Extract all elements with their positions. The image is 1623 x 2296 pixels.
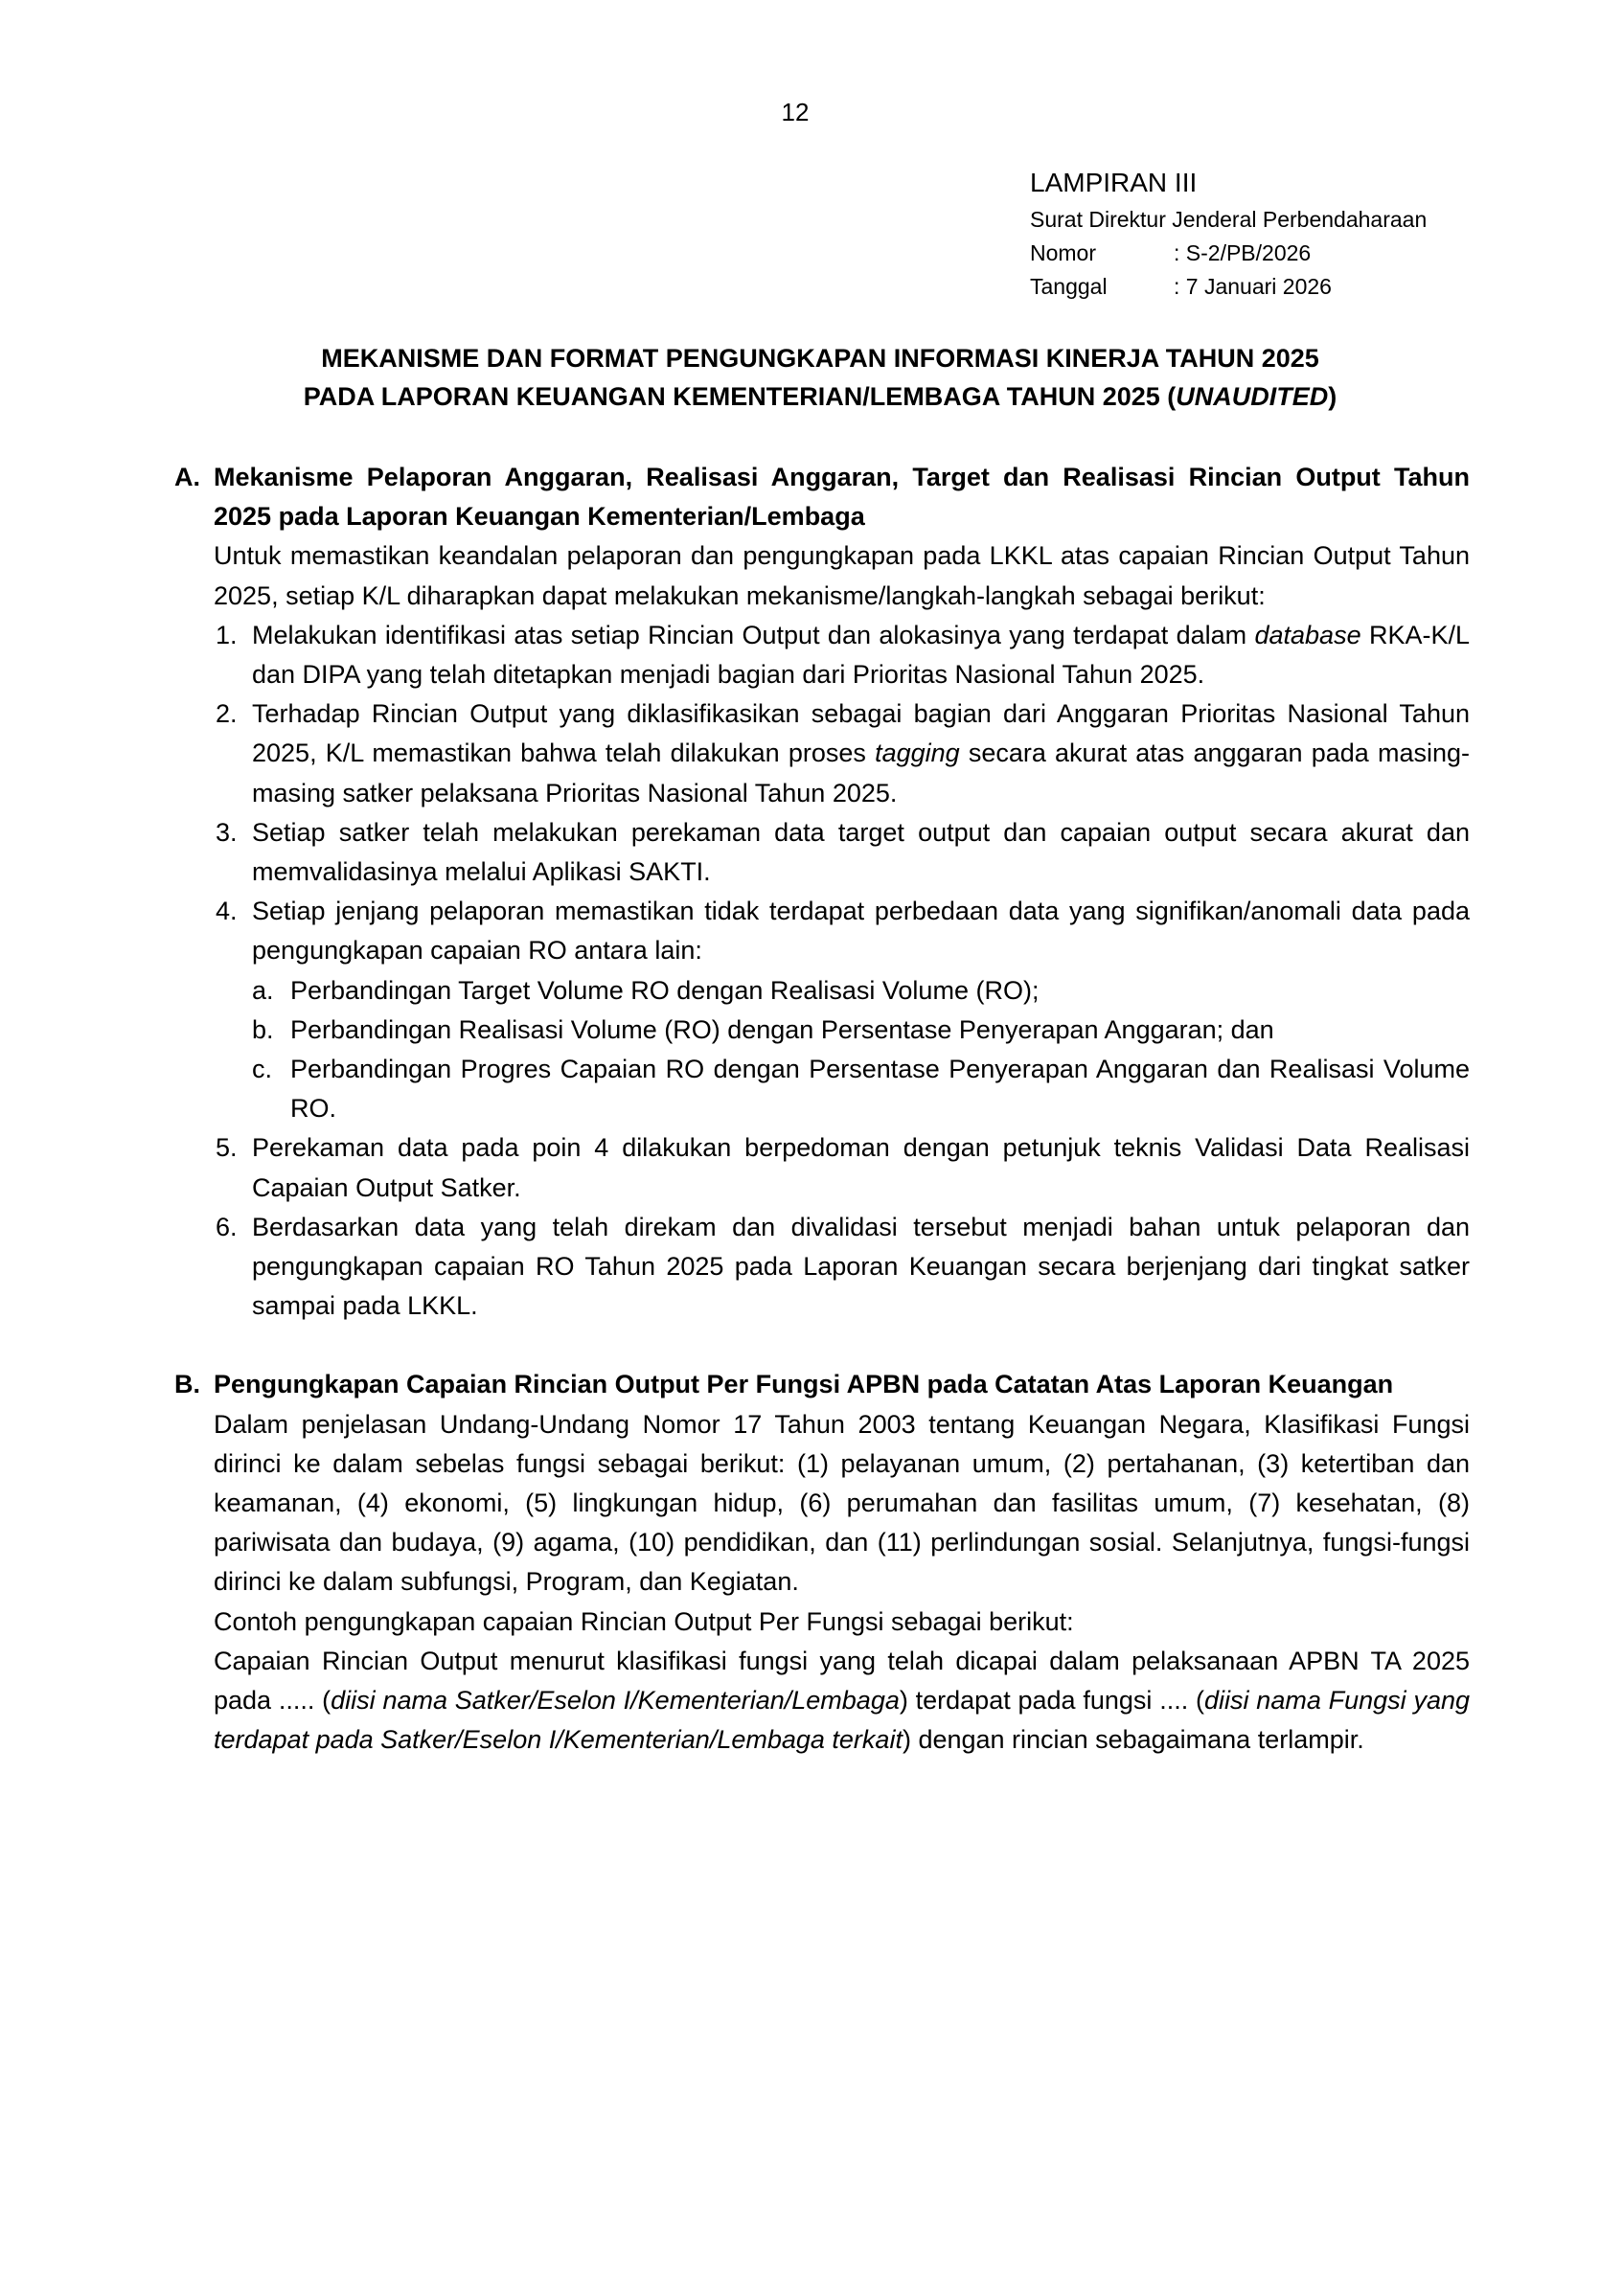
section-a-intro: Untuk memastikan keandalan pelaporan dan pengungkapan pada LKKL atas capaian Rincian Output Tahun 2025, setiap K/L diharapkan dapat melakukan mekanisme/langkah-langkah sebagai berikut:: [214, 541, 1470, 610]
subitem-text: Perbandingan Target Volume RO dengan Realisasi Volume (RO);: [290, 975, 1040, 1005]
title-line-2-prefix: PADA LAPORAN KEUANGAN KEMENTERIAN/LEMBAGA TAHUN 2025 (: [303, 382, 1177, 411]
para3-italic-1: diisi nama Satker/Eselon I/Kementerian/Lembaga: [331, 1686, 900, 1716]
subitem-text: Perbandingan Realisasi Volume (RO) dengan Persentase Penyerapan Anggaran; dan: [290, 1014, 1274, 1044]
subitem-marker: c.: [252, 1055, 273, 1084]
subitem-c: [252, 1050, 1470, 1128]
para3-text-3: ) dengan rincian sebagaimana terlampir.: [902, 1725, 1364, 1755]
page-number: 12: [781, 98, 810, 126]
step-item-2: [214, 694, 1470, 813]
step-text: Setiap satker telah melakukan perekaman data target output dan capaian output secara akurat dan memvalidasinya melalui Aplikasi SAKTI.: [252, 817, 1470, 887]
step-marker: 2.: [216, 699, 238, 729]
step-text: [252, 616, 1470, 694]
section-a-body: [214, 458, 1470, 1326]
section-b-heading: Pengungkapan Capaian Rincian Output Per Fungsi APBN pada Catatan Atas Laporan Keuangan: [214, 1370, 1394, 1399]
step-text: [252, 694, 1470, 813]
step-marker: 4.: [216, 897, 238, 926]
title-line-2-suffix: ): [1328, 382, 1337, 411]
step-text: Setiap jenjang pelaporan memastikan tidak terdapat perbedaan data yang signifikan/anomali data pada pengungkapan capaian RO antara lain:: [252, 897, 1470, 966]
subitem-a: [252, 971, 1470, 1011]
tanggal-value: : 7 Januari 2026: [1174, 274, 1332, 299]
step-4-subitems: [252, 971, 1470, 1129]
nomor-value: : S-2/PB/2026: [1174, 240, 1312, 265]
step-text-italic: database: [1254, 620, 1361, 649]
section-a: [174, 458, 1470, 1326]
section-b-paragraph-3: [214, 1642, 1470, 1761]
step-item-1: [214, 616, 1470, 694]
tanggal-label: Tanggal: [1030, 274, 1108, 299]
step-text-post: RKA-K/L dan DIPA yang telah ditetapkan menjadi bagian dari Prioritas Nasional Tahun 2025.: [252, 620, 1470, 690]
nomor-label: Nomor: [1030, 240, 1097, 265]
lampiran-block: [1030, 165, 1566, 304]
document-body: [174, 458, 1470, 1761]
section-b-body: [214, 1365, 1470, 1760]
subitem-marker: a.: [252, 975, 274, 1005]
para3-italic-2: diisi nama Fungsi yang terdapat pada Satker/Eselon I/Kementerian/Lembaga terkait: [214, 1686, 1471, 1755]
section-b-paragraph-2: Contoh pengungkapan capaian Rincian Output Per Fungsi sebagai berikut:: [214, 1606, 1074, 1636]
para3-text-1: Capaian Rincian Output menurut klasifikasi fungsi yang telah dicapai dalam pelaksanaan APBN TA 2025 pada ..... (: [214, 1646, 1470, 1716]
document-title: [172, 339, 1468, 416]
subitem-text: Perbandingan Progres Capaian RO dengan Persentase Penyerapan Anggaran dan Realisasi Volume RO.: [290, 1055, 1470, 1124]
step-text-post: secara akurat atas anggaran pada masing-masing satker pelaksana Prioritas Nasional Tahun 2025.: [252, 739, 1470, 807]
section-b-paragraph-1: Dalam penjelasan Undang-Undang Nomor 17 Tahun 2003 tentang Keuangan Negara, Klasifikasi Fungsi dirinci ke dalam sebelas fungsi sebagai berikut: (1) pelayanan umum, (2) pertahanan, (3) ketertiban dan keamanan, (4) ekonomi, (5) lingkungan hidup, (6) perumahan dan fasilitas umum, (7) kesehatan, (8) pariwisata dan budaya, (9) agama, (10) pendidikan, dan (11) perlindungan sosial. Selanjutnya, fungsi-fungsi dirinci ke dalam subfungsi, Program, dan Kegiatan.: [214, 1409, 1470, 1597]
lampiran-tanggal-row: [1030, 270, 1566, 304]
step-text: Berdasarkan data yang telah direkam dan divalidasi tersebut menjadi bahan untuk pelaporan dan pengungkapan capaian RO Tahun 2025 pada Laporan Keuangan secara berjenjang dari tingkat satker sampai pada LKKL.: [252, 1212, 1470, 1321]
step-item-3: [214, 813, 1470, 892]
subitem-b: [252, 1011, 1470, 1050]
step-item-5: [214, 1128, 1470, 1207]
subitem-marker: b.: [252, 1014, 274, 1044]
lampiran-nomor-row: [1030, 237, 1566, 270]
section-a-heading: Mekanisme Pelaporan Anggaran, Realisasi Anggaran, Target dan Realisasi Rincian Output Tahun 2025 pada Laporan Keuangan Kementerian/Lembaga: [214, 463, 1470, 532]
step-marker: 5.: [216, 1133, 238, 1163]
section-a-steps: [214, 616, 1470, 1327]
title-line-1: MEKANISME DAN FORMAT PENGUNGKAPAN INFORMASI KINERJA TAHUN 2025: [321, 344, 1319, 373]
step-marker: 3.: [216, 817, 238, 847]
step-marker: 1.: [216, 620, 238, 649]
section-b: [174, 1365, 1470, 1760]
step-item-6: [214, 1208, 1470, 1327]
para3-text-2: ) terdapat pada fungsi .... (: [899, 1686, 1204, 1716]
step-text-block: [252, 892, 1470, 1128]
title-line-2: [172, 377, 1468, 416]
section-a-letter: A.: [174, 463, 200, 491]
step-text-pre: Melakukan identifikasi atas setiap Rincian Output dan alokasinya yang terdapat dalam: [252, 620, 1255, 649]
step-item-4: [214, 892, 1470, 1128]
step-text-italic: tagging: [875, 739, 960, 768]
title-line-2-italic: UNAUDITED: [1176, 382, 1329, 411]
section-b-letter: B.: [174, 1370, 200, 1399]
lampiran-title: LAMPIRAN III: [1030, 168, 1198, 197]
lampiran-subtitle: Surat Direktur Jenderal Perbendaharaan: [1030, 207, 1428, 232]
step-text-pre: Terhadap Rincian Output yang diklasifikasikan sebagai bagian dari Anggaran Prioritas Nasional Tahun 2025, K/L memastikan bahwa telah dilakukan proses: [252, 699, 1470, 768]
step-marker: 6.: [216, 1212, 238, 1241]
step-text: Perekaman data pada poin 4 dilakukan berpedoman dengan petunjuk teknis Validasi Data Realisasi Capaian Output Satker.: [252, 1133, 1470, 1202]
